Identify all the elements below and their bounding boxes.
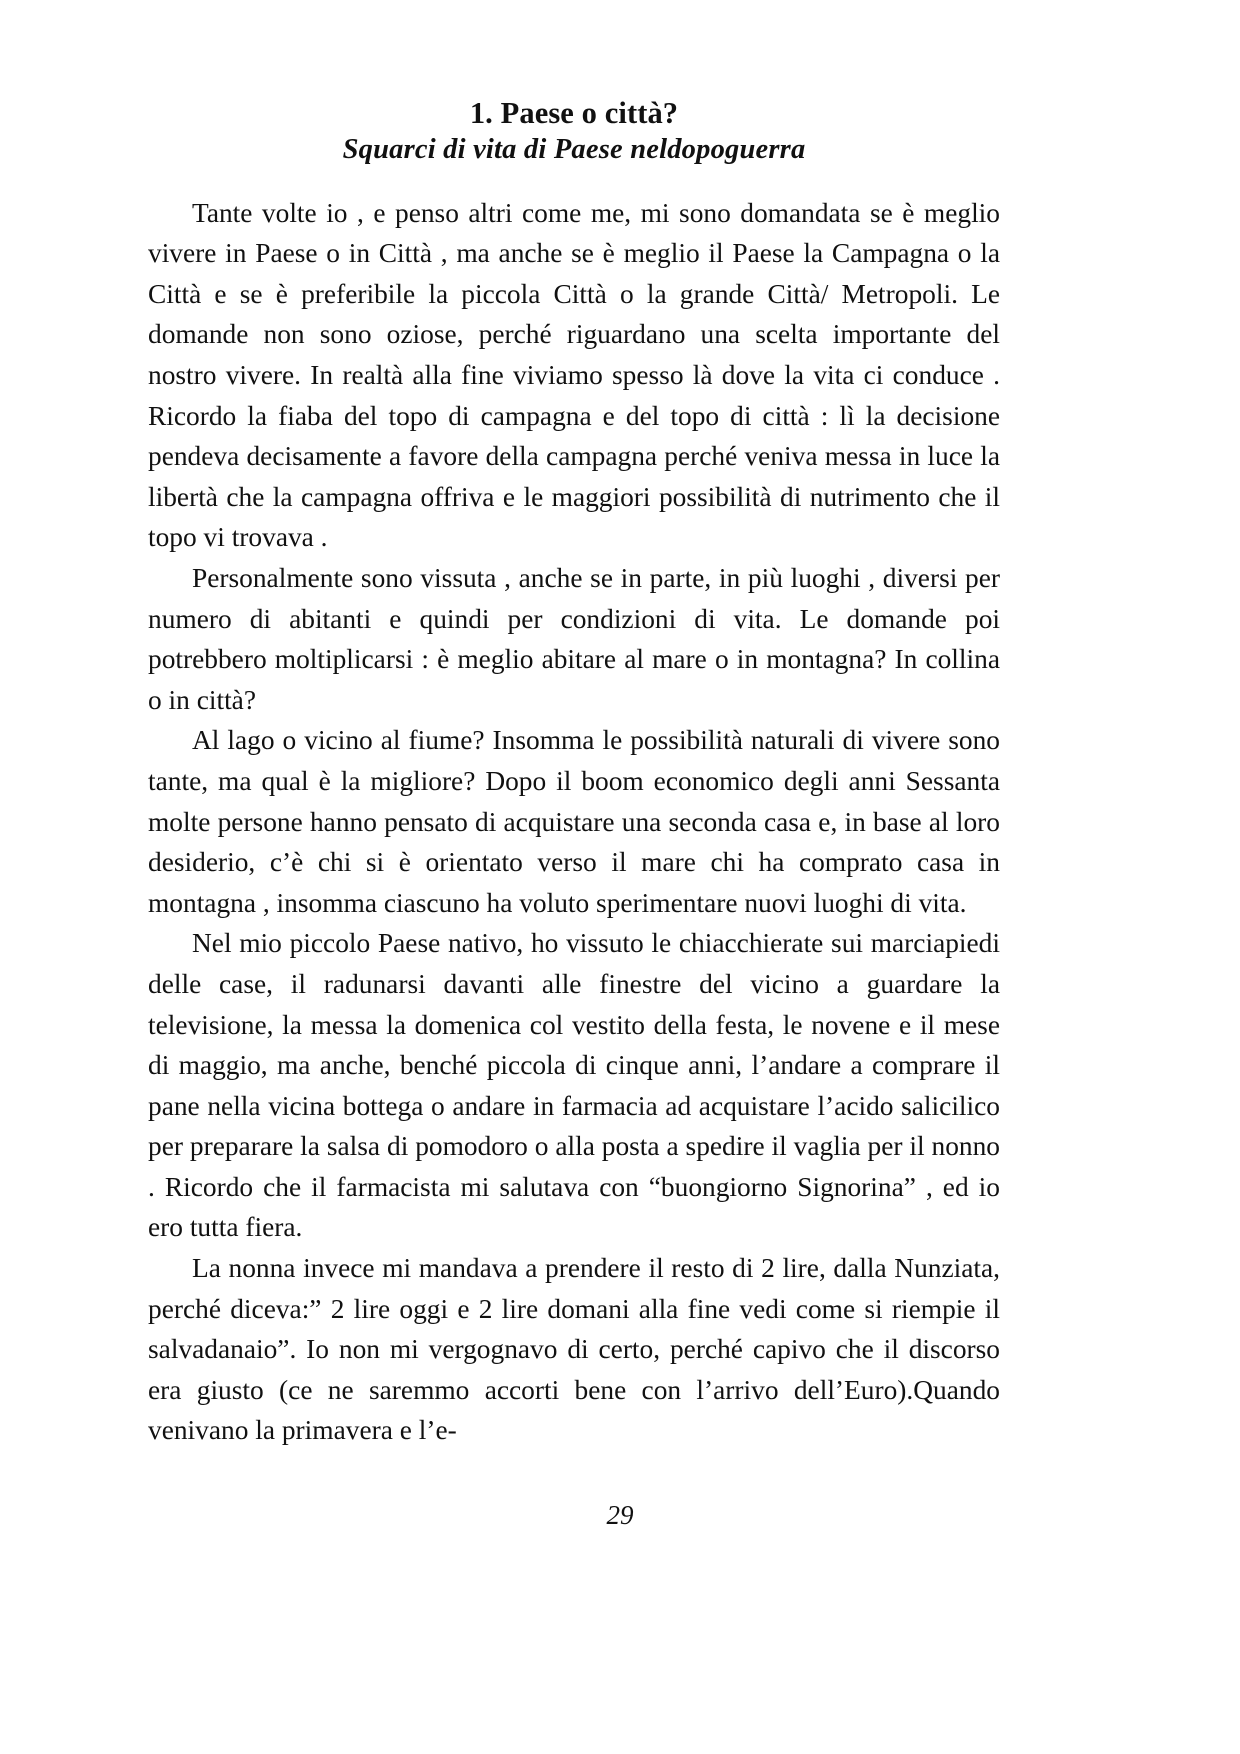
paragraph: Tante volte io , e penso altri come me, mi sono domandata se è meglio vivere in Paese o in Città , ma anche se è meglio il Paese la Campagna o la Città e se è preferibile la piccola Città o la grande Città/ Metropoli. Le domande non sono oziose, perché riguardano una scelta importante del nostro vivere. In realtà alla fine viviamo spesso là dove la vita ci conduce . Ricordo la fiaba del topo di campagna e del topo di città : lì la decisione pendeva decisamente a favore della campagna perché veniva messa in luce la libertà che la campagna offriva e le maggiori possibilità di nutrimento che il topo vi trovava . [148, 197, 1000, 553]
paragraph: Nel mio piccolo Paese nativo, ho vissuto le chiacchierate sui marciapiedi delle case, il radunarsi davanti alle finestre del vicino a guardare la televisione, la messa la domenica col vestito della festa, le novene e il mese di maggio, ma anche, benché piccola di cinque anni, l’andare a comprare il pane nella vicina bottega o andare in farmacia ad acquistare l’acido salicilico per preparare la salsa di pomodoro o alla posta a spedire il vaglia per il nonno . Ricordo che il farmacista mi salutava con “buongiorno Signorina” , ed io ero tutta fiera. [148, 928, 1000, 1243]
body-text [148, 193, 1000, 1451]
chapter-title: 1. Paese o città? [469, 96, 679, 130]
page-number: 29 [606, 1500, 634, 1530]
page-content [148, 96, 1000, 1451]
paragraph: Al lago o vicino al fiume? Insomma le possibilità naturali di vivere sono tante, ma qual è la migliore? Dopo il boom economico degli anni Sessanta molte persone hanno pensato di acquistare una seconda casa e, in base al loro desiderio, c’è chi si è orientato verso il mare chi ha comprato casa in montagna , insomma ciascuno ha voluto sperimentare nuovi luoghi di vita. [148, 725, 1000, 918]
chapter-subtitle: Squarci di vita di Paese neldopoguerra [342, 134, 806, 166]
paragraph: La nonna invece mi mandava a prendere il resto di 2 lire, dalla Nunziata, perché diceva:” 2 lire oggi e 2 lire domani alla fine vedi come si riempie il salvadanaio”. Io non mi vergognavo di certo, perché capivo che il discorso era giusto (ce ne saremmo accorti bene con l’arrivo dell’Euro).Quando venivano la primavera e l’e- [148, 1253, 1000, 1446]
paragraph: Personalmente sono vissuta , anche se in parte, in più luoghi , diversi per numero di abitanti e quindi per condizioni di vita. Le domande poi potrebbero moltiplicarsi : è meglio abitare al mare o in montagna? In collina o in città? [148, 562, 1000, 715]
